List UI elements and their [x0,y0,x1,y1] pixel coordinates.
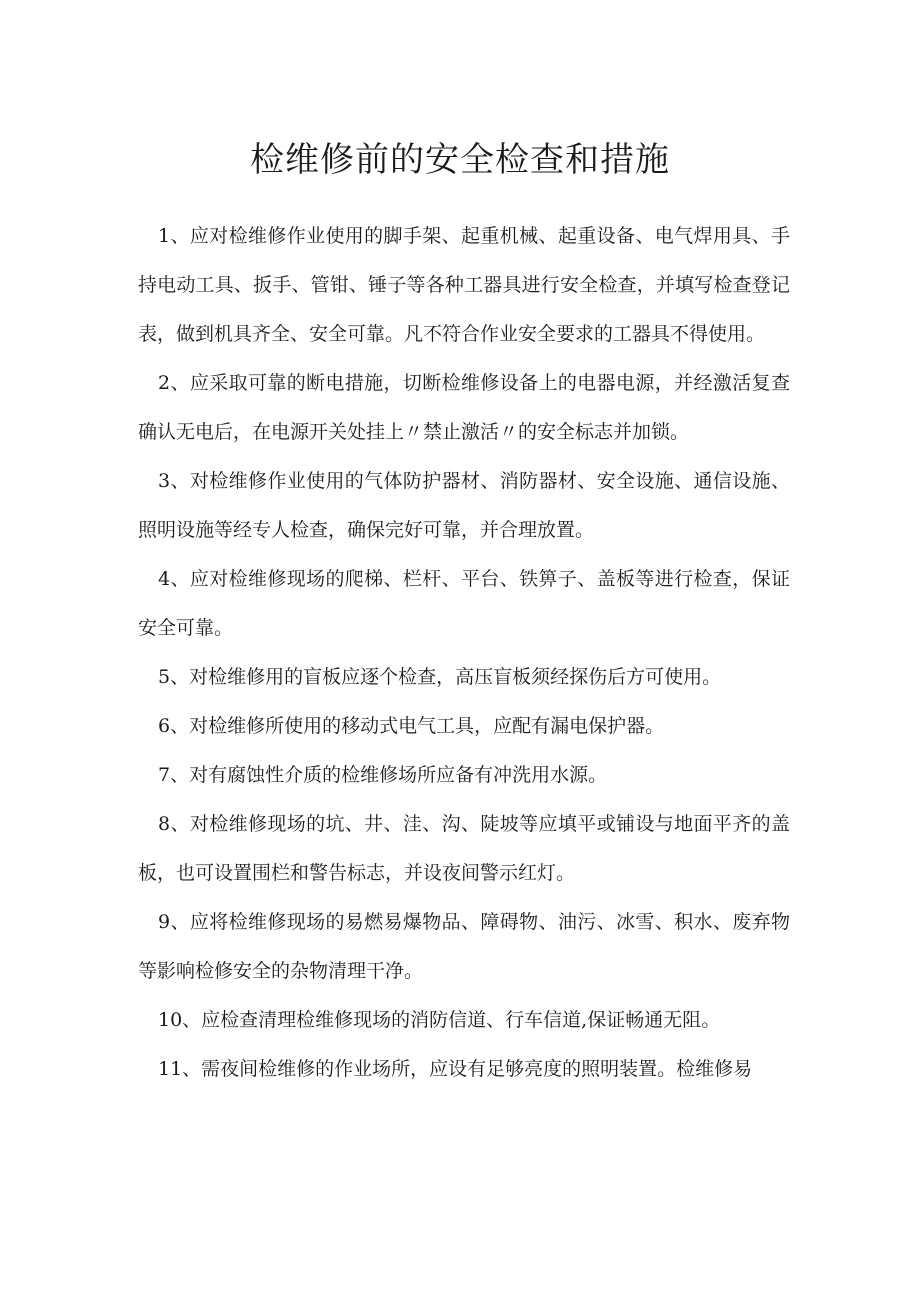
paragraph-1: 1、应对检维修作业使用的脚手架、起重机械、起重设备、电气焊用具、手持电动工具、扳手、管钳、锤子等各种工器具进行安全检查，并填写检查登记表，做到机具齐全、安全可靠。凡不符合作业安全要求的工器具不得使用。 [138,225,790,345]
paragraph-5: 5、对检维修用的盲板应逐个检查，高压盲板须经探伤后方可使用。 [158,666,722,688]
paragraph-4: 4、应对检维修现场的爬梯、栏杆、平台、铁箅子、盖板等进行检查，保证安全可靠。 [138,568,790,639]
paragraph-6: 6、对检维修所使用的移动式电气工具，应配有漏电保护器。 [158,715,665,737]
paragraph-9: 9、应将检维修现场的易燃易爆物品、障碍物、油污、冰雪、积水、废弃物等影响检修安全的杂物清理干净。 [138,911,790,982]
page-title: 检维修前的安全检查和措施 [250,140,670,180]
paragraph-2: 2、应采取可靠的断电措施，切断检维修设备上的电器电源，并经激活复查确认无电后，在电源开关处挂上〃禁止激活〃的安全标志并加锁。 [138,372,790,443]
paragraph-3: 3、对检维修作业使用的气体防护器材、消防器材、安全设施、通信设施、照明设施等经专人检查，确保完好可靠，并合理放置。 [138,470,790,541]
document-body [138,212,790,1094]
paragraph-11: 11、需夜间检维修的作业场所，应设有足够亮度的照明装置。检维修易 [158,1058,753,1080]
paragraph-8: 8、对检维修现场的坑、井、洼、沟、陡坡等应填平或铺设与地面平齐的盖板，也可设置围栏和警告标志，并设夜间警示红灯。 [138,813,790,884]
paragraph-7: 7、对有腐蚀性介质的检维修场所应备有冲洗用水源。 [158,764,608,786]
paragraph-10: 10、应检查清理检维修现场的消防信道、行车信道,保证畅通无阻。 [158,1009,721,1031]
